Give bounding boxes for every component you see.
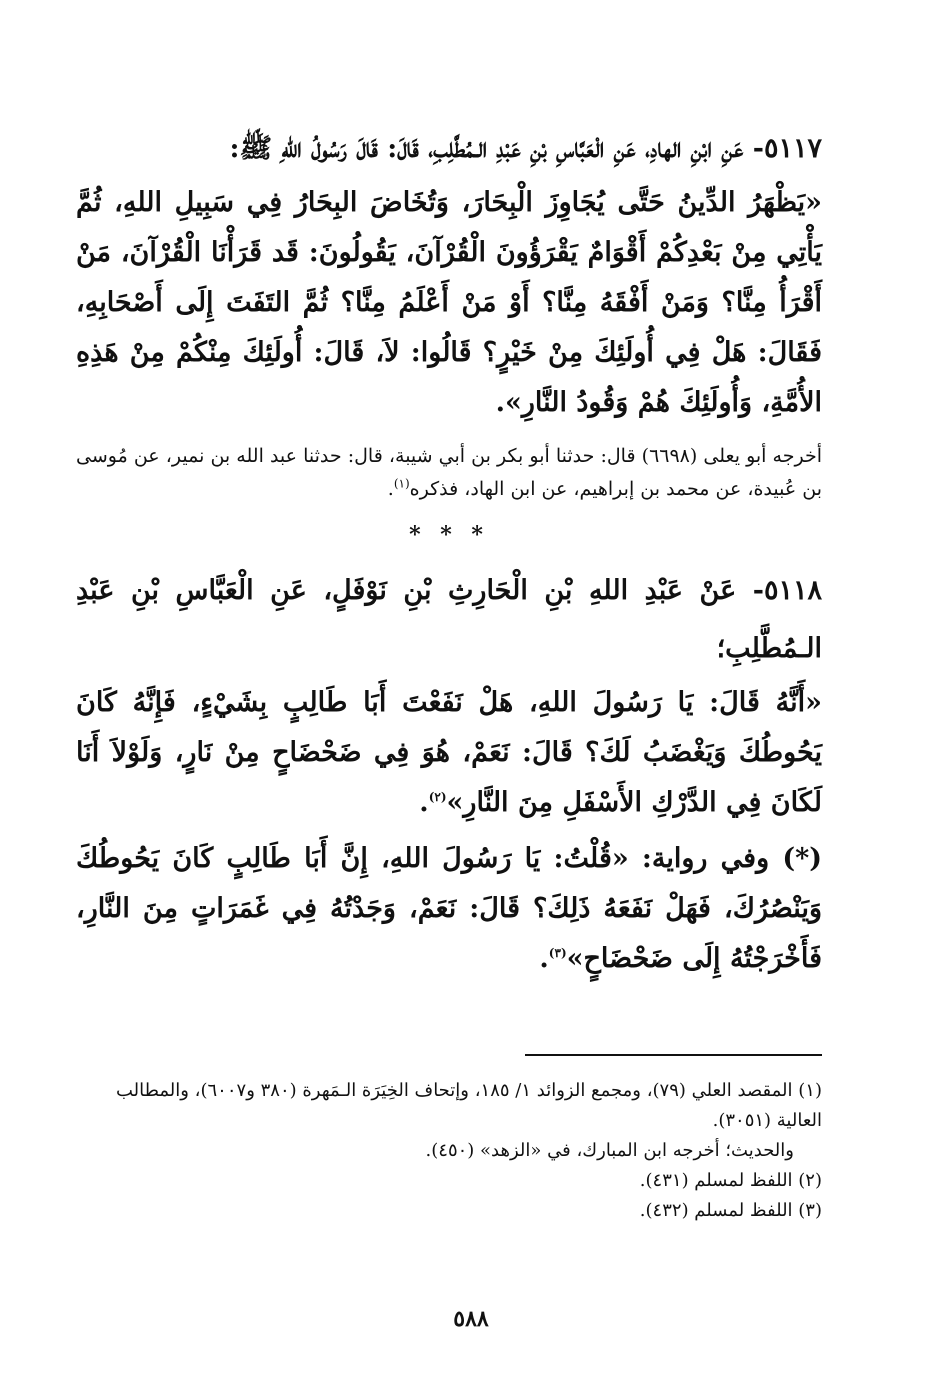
hadith-5117-number: ٥١١٧- bbox=[752, 133, 822, 164]
hadith-5117-heading bbox=[76, 120, 822, 178]
hadith-5118-matn: «أَنَّهُ قَالَ: يَا رَسُولَ اللهِ، هَلْ نَفَعْتَ أَبَا طَالِبٍ بِشَيْءٍ، فَإِنَّهُ كَانَ يَحُوطُكَ وَيَغْضَبُ لَكَ؟ قَالَ: نَعَمْ، هُوَ فِي ضَحْضَاحٍ مِنْ نَارٍ، وَلَوْلاَ أَنَا لَكَانَ فِي الدَّرْكِ الأَسْفَلِ مِنَ النَّارِ» bbox=[76, 687, 822, 818]
takhrij-text: أخرجه أبو يعلى (٦٦٩٨) قال: حدثنا أبو بكر بن أبي شيبة، قال: حدثنا عبد الله بن نمير، عن مُوسى بن عُبيدة، عن محمد بن إبراهيم، عن ابن الهاد، فذكره bbox=[76, 445, 822, 500]
section-separator: * * * bbox=[409, 522, 489, 548]
hadith-5118-number: ٥١١٨- bbox=[752, 575, 822, 606]
footnote-ref-2[interactable]: (٢) bbox=[428, 790, 447, 804]
page-number: ٥٨٨ bbox=[453, 1306, 489, 1332]
footnotes bbox=[110, 1076, 822, 1226]
hadith-5118-chain: عَنْ عَبْدِ اللهِ بْنِ الْحَارِثِ بْنِ نَوْفَلٍ، عَنِ الْعَبَّاسِ بْنِ عَبْدِ الـمُطَّلِبِ؛ bbox=[76, 575, 822, 664]
page-content bbox=[76, 120, 822, 984]
footnote-3: (٣) اللفظ لمسلم (٤٣٢). bbox=[639, 1200, 822, 1221]
footnote-ref-1[interactable]: (١) bbox=[393, 476, 410, 491]
footnote-1-continuation: والحديث؛ أخرجه ابن المبارك، في «الزهد» (٤٥٠). bbox=[425, 1140, 794, 1161]
hadith-5117-takhrij: أخرجه أبو يعلى (٦٦٩٨) قال: حدثنا أبو بكر بن أبي شيبة، قال: حدثنا عبد الله بن نمير، عن مُوسى بن عُبيدة، عن محمد بن إبراهيم، عن ابن الهاد، فذكره$^{(١)}$. bbox=[76, 445, 822, 500]
hadith-5118-text: «أَنَّهُ قَالَ: يَا رَسُولَ اللهِ، هَلْ نَفَعْتَ أَبَا طَالِبٍ بِشَيْءٍ، فَإِنَّهُ كَانَ يَحُوطُكَ وَيَغْضَبُ لَكَ؟ قَالَ: نَعَمْ، هُوَ فِي ضَحْضَاحٍ مِنْ نَارٍ، وَلَوْلاَ أَنَا لَكَانَ فِي الدَّرْكِ الأَسْفَلِ مِنَ النَّارِ»$^{(٢)}$. bbox=[76, 687, 822, 818]
hadith-5117-text: «يَظْهَرُ الدِّينُ حَتَّى يُجَاوِزَ الْبِحَارَ، وَتُخَاضَ البِحَارُ فِي سَبِيلِ اللهِ، ثُمَّ يَأْتِي مِنْ بَعْدِكُمْ أَقْوَامٌ يَقْرَؤُونَ الْقُرْآنَ، يَقُولُونَ: قَد قَرَأْنَا الْقُرْآنَ، مَنْ أَقْرَأُ مِنَّا؟ وَمَنْ أَفْقَهُ مِنَّا؟ أَوْ مَنْ أَعْلَمُ مِنَّا؟ ثُمَّ التَفَتَ إِلَى أَصْحَابِهِ، فَقَالَ: هَلْ فِي أُولَئِكَ مِنْ خَيْرٍ؟ قَالُوا: لاَ، قَالَ: أُولَئِكَ مِنْكُمْ مِنْ هَذِهِ الأُمَّةِ، وَأُولَئِكَ هُمْ وَقُودُ النَّارِ». bbox=[76, 187, 822, 418]
footnote-divider bbox=[525, 1054, 822, 1056]
hadith-5118-heading bbox=[76, 562, 822, 678]
footnote-1: (١) المقصد العلي (٧٩)، ومجمع الزوائد ١/ ١٨٥، وإتحاف الخِيَرَة الـمَهرة (٣٨٠ و٦٠٠٧)، والمطالب العالية (٣٠٥١). bbox=[115, 1080, 822, 1131]
hadith-5117-chain: عَنِ ابْنِ الهادِ، عَنِ الْعَبَّاسِ بْنِ عَبْدِ الـمُطَّلِبِ، قَالَ: قَالَ رَسُولُ اللهِ ﷺ: bbox=[229, 133, 744, 164]
footnote-ref-3[interactable]: (٣) bbox=[548, 946, 567, 960]
footnote-2: (٢) اللفظ لمسلم (٤٣١). bbox=[639, 1170, 822, 1191]
hadith-5118-riwaya: (*) وفي رواية: «قُلْتُ: يَا رَسُولَ اللهِ، إِنَّ أَبَا طَالِبٍ كَانَ يَحُوطُكَ وَيَنْصُرُكَ، فَهَلْ نَفَعَهُ ذَلِكَ؟ قَالَ: نَعَمْ، وَجَدْتُهُ فِي غَمَرَاتٍ مِنَ النَّارِ، فَأَخْرَجْتُهُ إِلَى ضَحْضَاحٍ»$^{(٣)}$. bbox=[76, 843, 822, 974]
riwaya-text: (*) وفي رواية: «قُلْتُ: يَا رَسُولَ اللهِ، إِنَّ أَبَا طَالِبٍ كَانَ يَحُوطُكَ وَيَنْصُرُكَ، فَهَلْ نَفَعَهُ ذَلِكَ؟ قَالَ: نَعَمْ، وَجَدْتُهُ فِي غَمَرَاتٍ مِنَ النَّارِ، فَأَخْرَجْتُهُ إِلَى ضَحْضَاحٍ» bbox=[76, 843, 822, 974]
